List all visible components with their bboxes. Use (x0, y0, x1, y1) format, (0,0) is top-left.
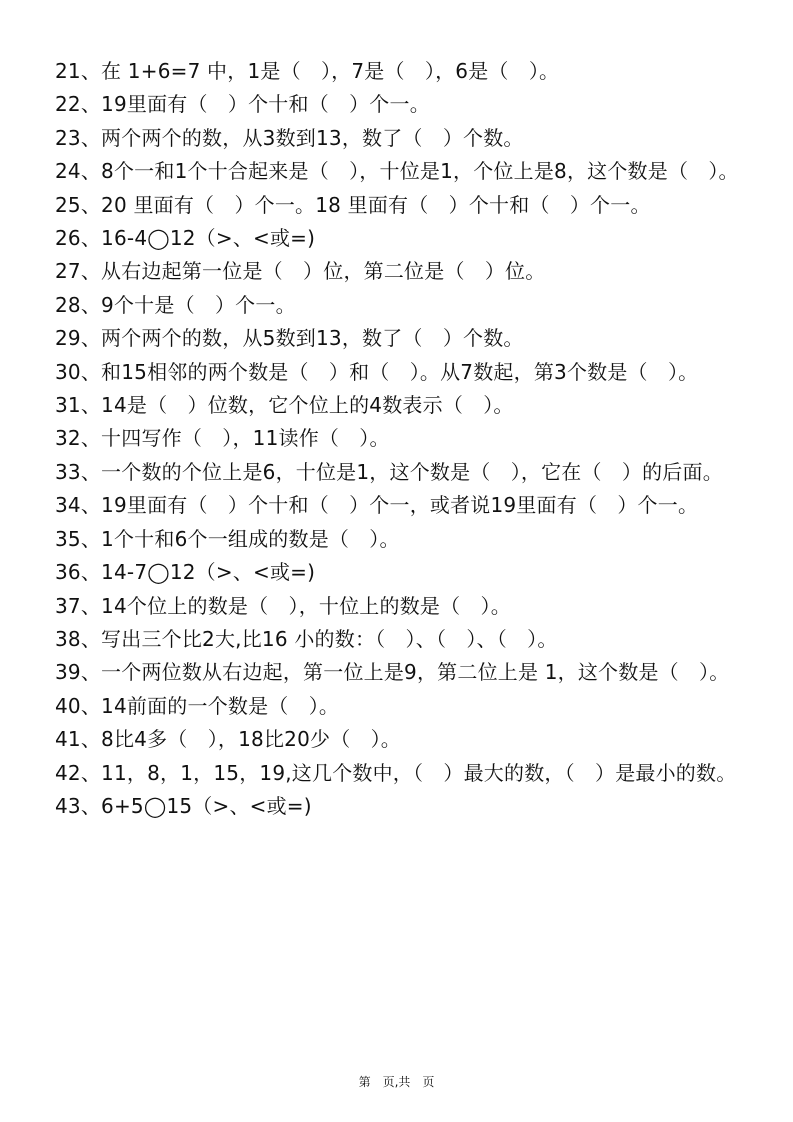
question-21: 21、在 1+6=7 中，1是（ ），7是（ ），6是（ ）。 (55, 59, 560, 83)
question-34: 34、19里面有（ ）个十和（ ）个一，或者说19里面有（ ）个一。 (55, 493, 699, 518)
question-35: 35、1个十和6个一组成的数是（ ）。 (55, 526, 400, 551)
question-32: 32、十四写作（ ），11读作（ ）。 (55, 426, 390, 451)
question-39: 39、一个两位数从右边起，第一位上是9，第二位上是 1，这个数是（ ）。 (55, 660, 730, 685)
question-29: 29、两个两个的数，从5数到13，数了（ ）个数。 (55, 326, 524, 351)
question-31: 31、14是（ ）位数，它个位上的4数表示（ ）。 (55, 393, 514, 418)
question-30: 30、和15相邻的两个数是（ ）和（ ）。从7数起，第3个数是（ ）。 (55, 359, 699, 384)
question-40: 40、14前面的一个数是（ ）。 (55, 693, 340, 718)
question-36: 36、14-7◯12（>、<或=) (55, 560, 316, 585)
question-33: 33、一个数的个位上是6，十位是1，这个数是（ ），它在（ ）的后面。 (55, 459, 723, 484)
question-28: 28、9个十是（ ）个一。 (55, 292, 296, 317)
question-23: 23、两个两个的数，从3数到13，数了（ ）个数。 (55, 125, 524, 150)
question-41: 41、8比4多（ ），18比20少（ ）。 (55, 727, 401, 752)
question-38: 38、写出三个比2大,比16 小的数：（ ）、（ ）、（ ）。 (55, 626, 558, 651)
question-25: 25、20 里面有（ ）个一。18 里面有（ ）个十和（ ）个一。 (55, 192, 651, 217)
question-42: 42、11，8，1，15，19,这几个数中，（ ）最大的数，（ ）是最小的数。 (55, 760, 737, 785)
question-list (55, 55, 743, 823)
question-26: 26、16-4◯12（>、<或=) (55, 226, 316, 251)
question-37: 37、14个位上的数是（ ），十位上的数是（ ）。 (55, 593, 511, 618)
question-43: 43、6+5◯15（>、<或=) (55, 793, 312, 818)
question-27: 27、从右边起第一位是（ ）位，第二位是（ ）位。 (55, 259, 546, 284)
page-footer: 第 页,共 页 (358, 1075, 435, 1089)
question-24: 24、8个一和1个十合起来是（ ），十位是1，个位上是8，这个数是（ ）。 (55, 159, 739, 184)
question-22: 22、19里面有（ ）个十和（ ）个一。 (55, 92, 430, 117)
